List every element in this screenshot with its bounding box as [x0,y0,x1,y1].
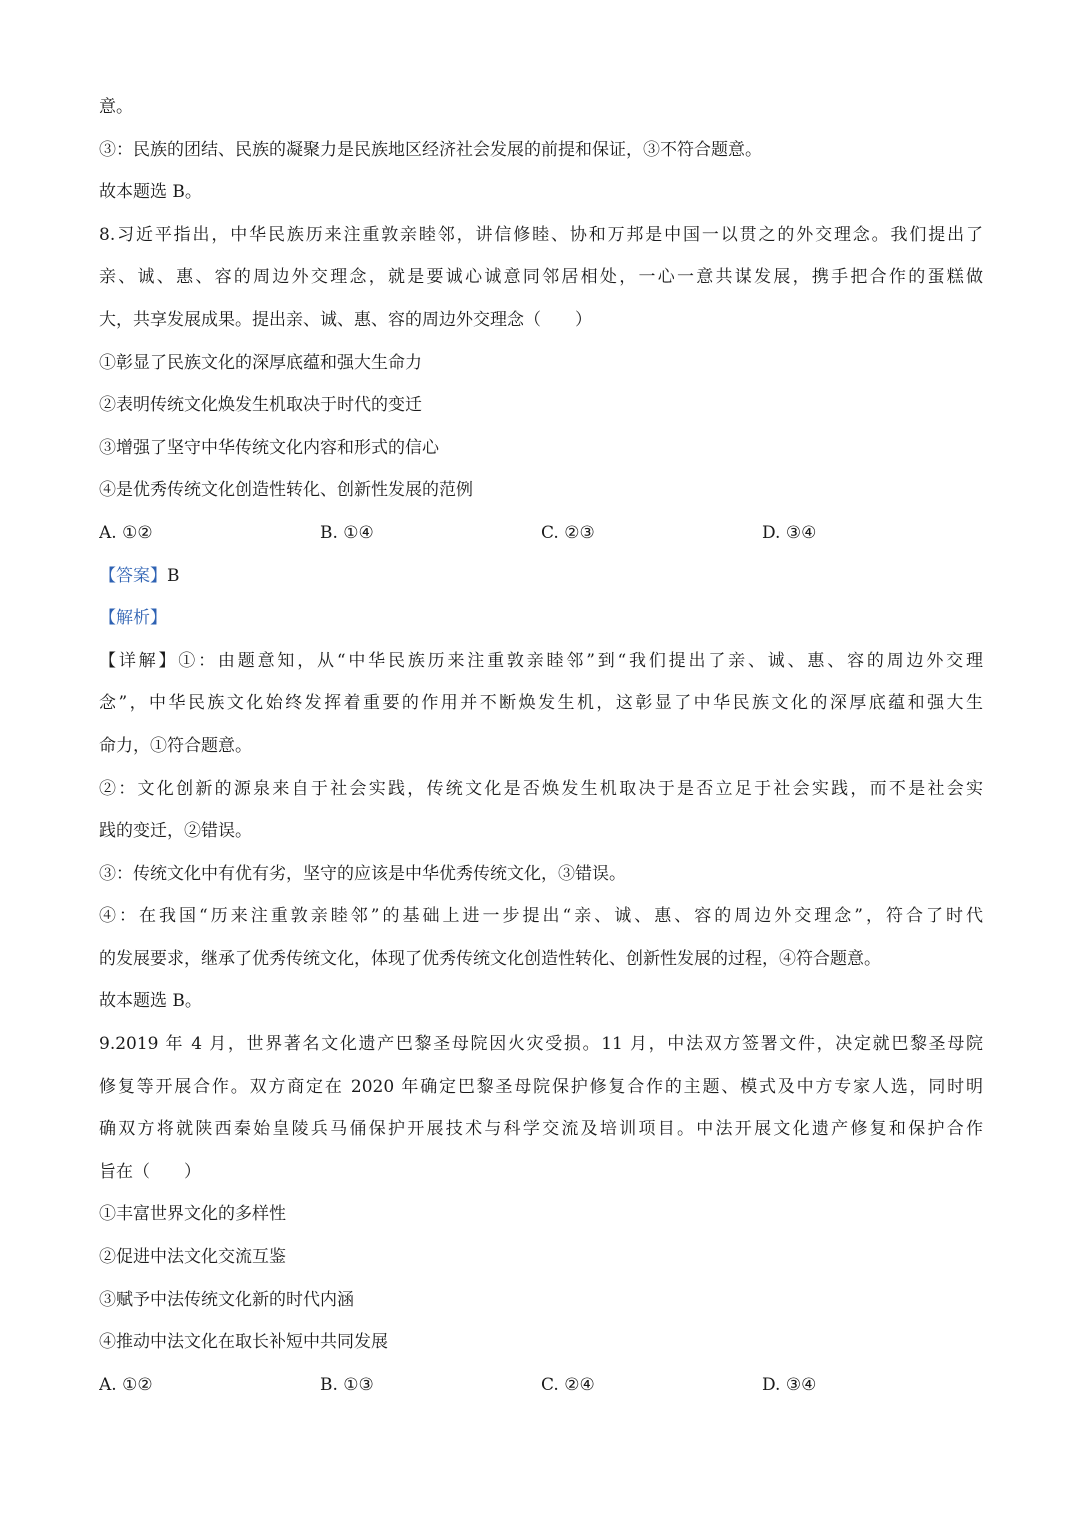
question-8-options [99,512,983,555]
analysis-tag: 【解析】 [99,608,167,629]
question-9-options [99,1364,983,1407]
question-8-stem: 8.习近平指出，中华民族历来注重敦亲睦邻，讲信修睦、协和万邦是中国一以贯之的外交理念。我们提出了 [99,224,983,245]
answer-tag: 【答案】 [99,565,167,586]
explanation-line: 的发展要求，继承了优秀传统文化，体现了优秀传统文化创造性转化、创新性发展的过程，④符合题意。 [99,948,881,969]
explanation-line: 故本题选 B。 [99,991,202,1012]
question-9-statement: ④推动中法文化在取长补短中共同发展 [99,1332,388,1353]
option-b: B. ①④ [320,522,374,543]
option-b: B. ①③ [320,1374,374,1395]
explanation-line: 【详解】①：由题意知，从“中华民族历来注重敦亲睦邻”到“我们提出了亲、诚、惠、容的周边外交理 [99,650,983,671]
option-c: C. ②③ [541,522,595,543]
option-c: C. ②④ [541,1374,595,1395]
option-d: D. ③④ [762,1374,817,1395]
option-d: D. ③④ [762,522,817,543]
explanation-line: 践的变迁，②错误。 [99,821,252,842]
question-9-statement: ③赋予中法传统文化新的时代内涵 [99,1289,354,1310]
question-9-statement: ②促进中法文化交流互鉴 [99,1247,286,1268]
answer-line [99,555,983,598]
text-line: 意。 [99,97,133,117]
explanation-line: ④：在我国“历来注重敦亲睦邻”的基础上进一步提出“亲、诚、惠、容的周边外交理念”，符合了时代 [99,906,983,927]
question-8-statement: ④是优秀传统文化创造性转化、创新性发展的范例 [99,480,473,501]
question-9-statement: ①丰富世界文化的多样性 [99,1204,286,1225]
question-8-stem: 亲、诚、惠、容的周边外交理念，就是要诚心诚意同邻居相处，一心一意共谋发展，携手把合作的蛋糕做 [99,267,983,288]
question-8-statement: ③增强了坚守中华传统文化内容和形式的信心 [99,437,439,458]
question-9-stem: 修复等开展合作。双方商定在 2020 年确定巴黎圣母院保护修复合作的主题、模式及中方专家人选，同时明 [99,1076,983,1097]
question-9-stem: 旨在（ ） [99,1161,201,1182]
option-a: A. ①② [99,522,153,543]
option-a: A. ①② [99,1374,153,1395]
explanation-line: ②：文化创新的源泉来自于社会实践，传统文化是否焕发生机取决于是否立足于社会实践，而不是社会实 [99,778,983,799]
document-page [99,86,983,1406]
question-8-statement: ②表明传统文化焕发生机取决于时代的变迁 [99,395,422,416]
text-line: ③：民族的团结、民族的凝聚力是民族地区经济社会发展的前提和保证，③不符合题意。 [99,139,762,160]
text-line: 故本题选 B。 [99,182,202,203]
question-9-stem: 9.2019 年 4 月，世界著名文化遗产巴黎圣母院因火灾受损。11 月，中法双方签署文件，决定就巴黎圣母院 [99,1034,983,1055]
answer-value: B [167,565,180,586]
explanation-line: 命力，①符合题意。 [99,735,252,756]
explanation-line: ③：传统文化中有优有劣，坚守的应该是中华优秀传统文化，③错误。 [99,863,626,884]
question-8-stem: 大，共享发展成果。提出亲、诚、惠、容的周边外交理念（ ） [99,309,592,330]
question-8-statement: ①彰显了民族文化的深厚底蕴和强大生命力 [99,352,422,373]
explanation-line: 念”，中华民族文化始终发挥着重要的作用并不断焕发生机，这彰显了中华民族文化的深厚底蕴和强大生 [99,693,983,714]
question-9-stem: 确双方将就陕西秦始皇陵兵马俑保护开展技术与科学交流及培训项目。中法开展文化遗产修复和保护合作 [99,1119,983,1140]
